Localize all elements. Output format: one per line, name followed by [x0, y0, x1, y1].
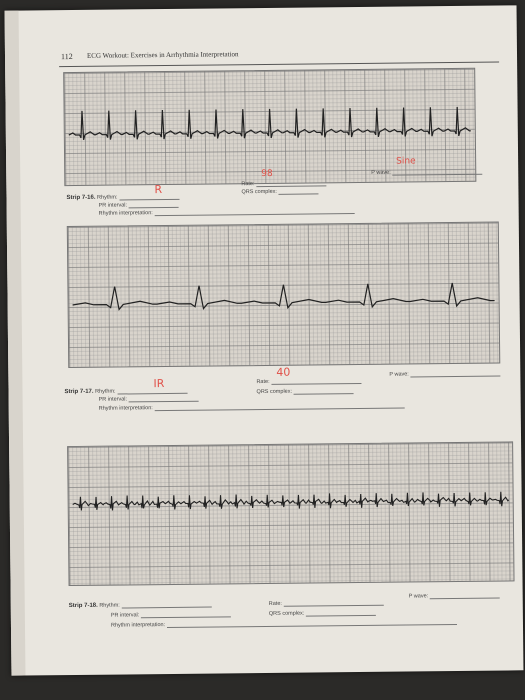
pr-interval-label: PR interval: — [98, 202, 128, 209]
pr-interval-label: PR interval: — [110, 612, 140, 619]
pr-interval-field[interactable] — [129, 395, 199, 403]
pr-interval-field[interactable] — [141, 610, 231, 618]
pr-interval-field[interactable] — [129, 201, 179, 209]
rate-field[interactable] — [256, 179, 326, 187]
rhythm-field[interactable] — [121, 601, 211, 609]
ecg-strip-7-17 — [67, 222, 500, 369]
rhythm-interpretation-field[interactable] — [154, 207, 354, 216]
qrs-complex-field[interactable] — [278, 187, 318, 194]
rhythm-interpretation-field[interactable] — [154, 402, 404, 412]
p-wave-label: P wave: — [389, 371, 409, 378]
strip-label: Strip 7-18. — [68, 602, 98, 610]
rhythm-field[interactable] — [119, 193, 179, 201]
rhythm-interpretation-label: Rhythm interpretation: — [98, 405, 153, 412]
rate-label: Rate: — [256, 378, 270, 386]
qrs-complex-field[interactable] — [306, 609, 376, 617]
strip-7-18-fields — [69, 595, 513, 640]
pr-interval-label: PR interval: — [98, 396, 128, 403]
qrs-complex-label: QRS complex: — [268, 610, 305, 617]
rate-answer: 40 — [276, 365, 291, 379]
rate-answer: 98 — [261, 168, 273, 180]
workbook-page — [5, 5, 524, 675]
qrs-complex-label: QRS complex: — [241, 188, 277, 196]
qrs-complex-field[interactable] — [293, 387, 353, 395]
page-number: 112 — [60, 51, 73, 62]
p-wave-label: P wave: — [371, 169, 391, 176]
rate-field[interactable] — [283, 599, 383, 607]
rhythm-answer: IR — [153, 377, 165, 391]
rhythm-interpretation-label: Rhythm interpretation: — [98, 210, 153, 217]
rate-label: Rate: — [268, 600, 282, 607]
rhythm-label: Rhythm: — [97, 194, 118, 201]
p-wave-answer: Sine — [396, 156, 416, 167]
p-wave-field[interactable] — [410, 370, 500, 378]
ecg-trace-7-18 — [68, 442, 513, 585]
strip-label: Strip 7-17. — [64, 388, 94, 396]
rate-label: Rate: — [241, 181, 255, 188]
rhythm-field[interactable] — [117, 387, 187, 395]
p-wave-field[interactable] — [430, 592, 500, 600]
rhythm-label: Rhythm: — [95, 388, 116, 395]
page-heading: ECG Workout: Exercises in Arrhythmia Interpretation — [86, 50, 239, 60]
p-wave-field[interactable] — [392, 168, 482, 176]
page-edge — [5, 11, 26, 676]
rhythm-interpretation-label: Rhythm interpretation: — [110, 622, 166, 629]
p-wave-label: P wave: — [408, 593, 429, 600]
rhythm-answer: R — [154, 183, 163, 197]
rhythm-label: Rhythm: — [99, 602, 120, 609]
ecg-strip-7-18 — [67, 441, 514, 586]
strip-label: Strip 7-16. — [66, 194, 96, 202]
qrs-complex-label: QRS complex: — [256, 388, 293, 396]
ecg-trace-7-17 — [68, 223, 499, 367]
rhythm-interpretation-field[interactable] — [167, 618, 457, 628]
